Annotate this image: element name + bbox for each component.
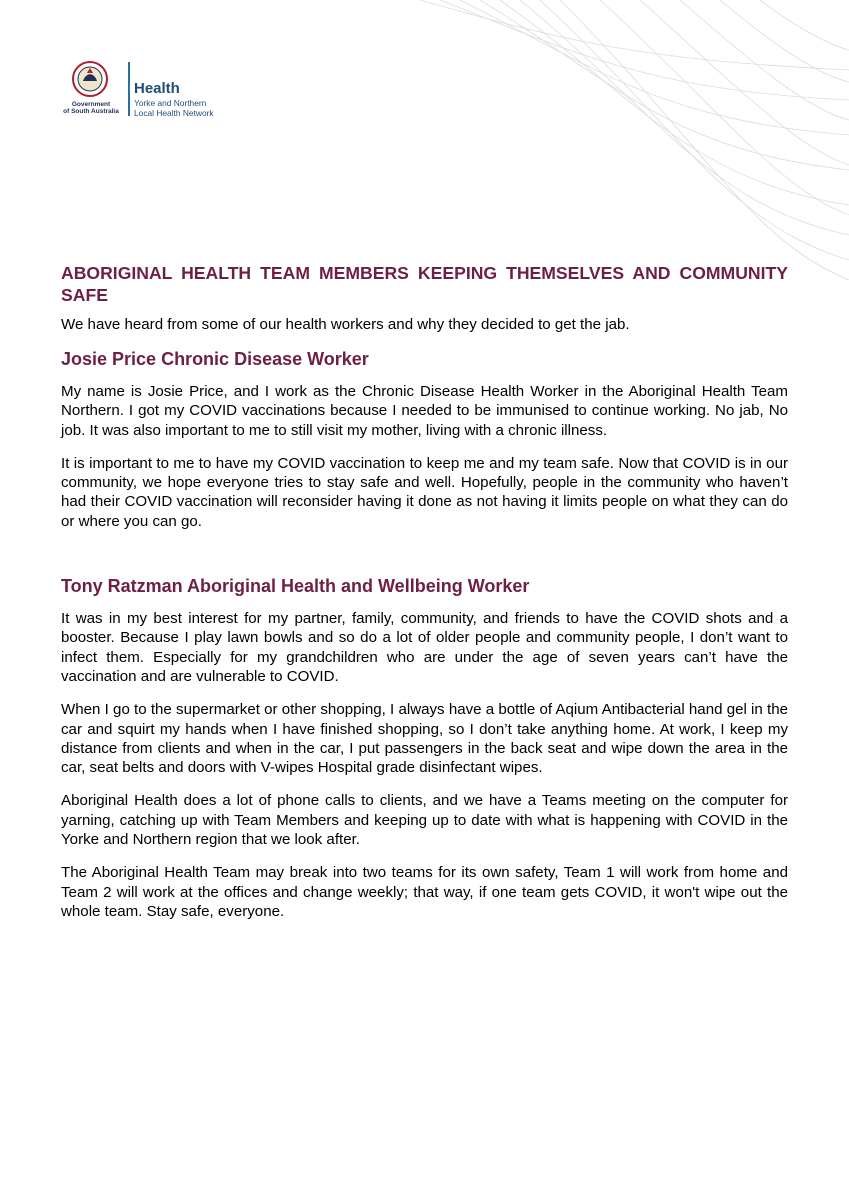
body-paragraph: It was in my best interest for my partner, family, community, and friends to have the COVID shots and a booster. Because I play lawn bowls and so do a lot of older people and community people, I don’t want to infect them. Especially for my grandchildren who are under the age of seven years can’t have the vaccination and are vulnerable to COVID.	[61, 610, 788, 685]
section-heading-josie-price: Josie Price Chronic Disease Worker	[61, 349, 369, 369]
logo-divider	[128, 62, 130, 116]
health-wordmark: Health	[134, 80, 180, 97]
section-heading-tony-ratzman: Tony Ratzman Aboriginal Health and Wellbeing Worker	[61, 576, 530, 597]
decorative-wave-lines	[0, 0, 849, 280]
south-australia-crest-icon	[68, 60, 112, 100]
government-label-line: of South Australia	[63, 108, 119, 115]
government-label-line: Government	[71, 101, 111, 108]
body-paragraph: Aboriginal Health does a lot of phone calls to clients, and we have a Teams meeting on the computer for yarning, catching up with Team Members and keeping up to date with what is happening with COVID in the Yorke and Northern region that we look after.	[61, 792, 788, 849]
document-title: ABORIGINAL HEALTH TEAM MEMBERS KEEPING THEMSELVES AND COMMUNITY SAFE	[61, 263, 788, 305]
network-name-line: Local Health Network	[134, 108, 214, 118]
document-body	[61, 262, 788, 921]
intro-paragraph: We have heard from some of our health workers and why they decided to get the jab.	[61, 316, 630, 333]
body-paragraph: My name is Josie Price, and I work as the Chronic Disease Health Worker in the Aboriginal Health Team Northern. I got my COVID vaccinations because I needed to be immunised to continue working. No jab, No job. It was also important to me to still visit my mother, living with a chronic illness.	[61, 383, 788, 439]
body-paragraph: The Aboriginal Health Team may break into two teams for its own safety, Team 1 will work from home and Team 2 will work at the offices and change weekly; that way, if one team gets COVID, it won't wipe out the whole team. Stay safe, everyone.	[61, 864, 788, 920]
body-paragraph: It is important to me to have my COVID vaccination to keep me and my team safe. Now that COVID is in our community, we hope everyone tries to stay safe and well. Hopefully, people in the community who haven’t had their COVID vaccination will reconsider having it done as not having it limits people on what they can do or where you can go.	[61, 454, 788, 530]
body-paragraph: When I go to the supermarket or other shopping, I always have a bottle of Aqium Antibacterial hand gel in the car and squirt my hands when I have finished shopping, so I don’t take anything home. At work, I keep my distance from clients and when in the car, I put passengers in the back seat and wipe down the area in the car, seat belts and doors with V-wipes Hospital grade disinfectant wipes.	[61, 701, 788, 777]
sa-health-logo	[58, 60, 248, 122]
network-name-line: Yorke and Northern	[134, 98, 207, 108]
